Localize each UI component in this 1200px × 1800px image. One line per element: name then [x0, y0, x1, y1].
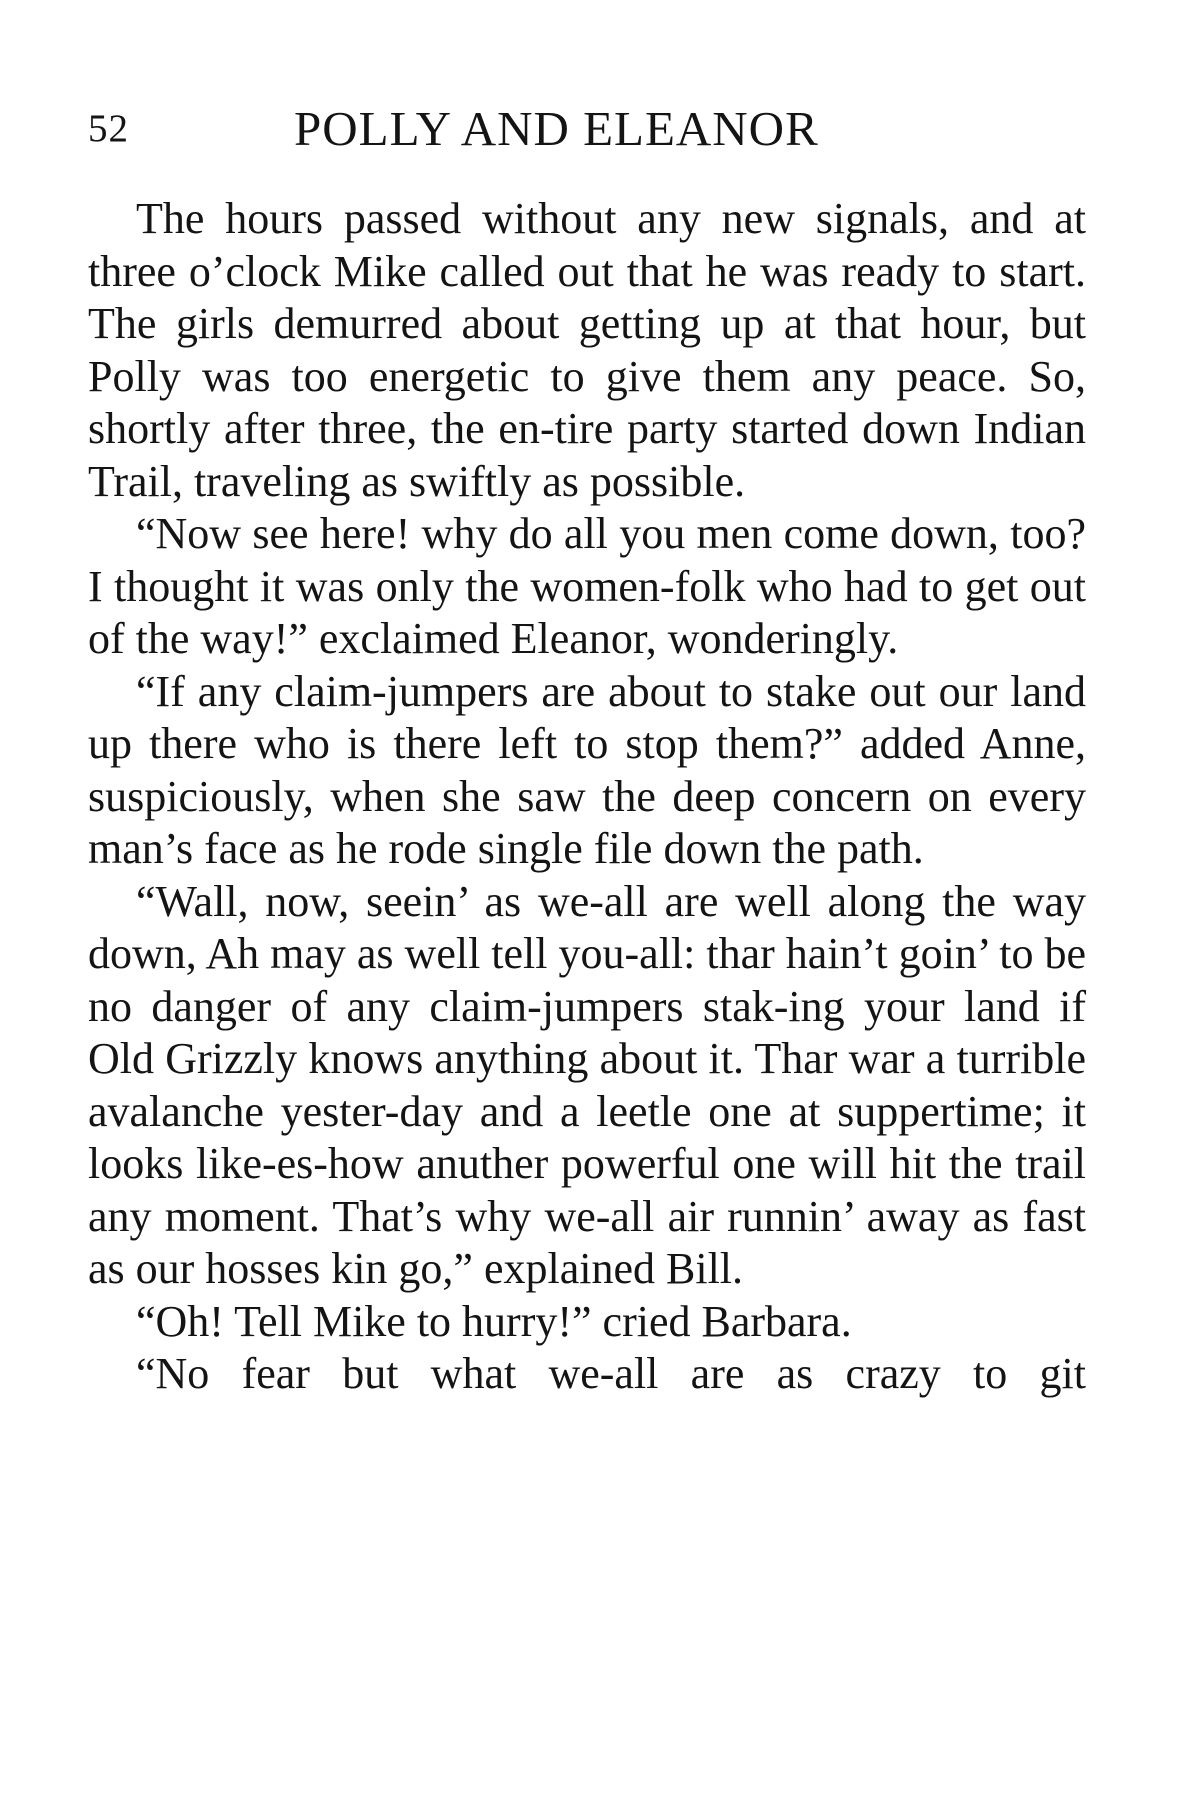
paragraph: “Now see here! why do all you men come down, too? I thought it was only the women-folk who had to get out of the way!” exclaimed Eleanor, wonderingly. [88, 509, 1086, 663]
running-head: POLLY AND ELEANOR [294, 101, 819, 156]
body-text [88, 193, 1086, 1401]
page-header [88, 100, 1088, 160]
paragraph: “No fear but what we-all are as crazy to git [136, 1349, 1086, 1398]
paragraph: “Wall, now, seein’ as we-all are well along the way down, Ah may as well tell you-all: thar hain’t goin’ to be no danger of any claim-jumpers stak-ing your land if Old Grizzly knows anything about it. Thar war a turrible avalanche yester-day and a leetle one at suppertime; it looks like-es-how anuther powerful one will hit the trail any moment. That’s why we-all air runnin’ away as fast as our hosses kin go,” explained Bill. [88, 876, 1086, 1293]
page-number: 52 [88, 107, 129, 150]
paragraph: “If any claim-jumpers are about to stake out our land up there who is there left to stop them?” added Anne, suspiciously, when she saw the deep concern on every man’s face as he rode single file down the path. [88, 666, 1086, 873]
paragraph: “Oh! Tell Mike to hurry!” cried Barbara. [136, 1296, 852, 1346]
paragraph: The hours passed without any new signals, and at three o’clock Mike called out that he was ready to start. The girls demurred about getting up at that hour, but Polly was too energetic to give them any peace. So, shortly after three, the en-tire party started down Indian Trail, traveling as swiftly as possible. [88, 194, 1086, 506]
